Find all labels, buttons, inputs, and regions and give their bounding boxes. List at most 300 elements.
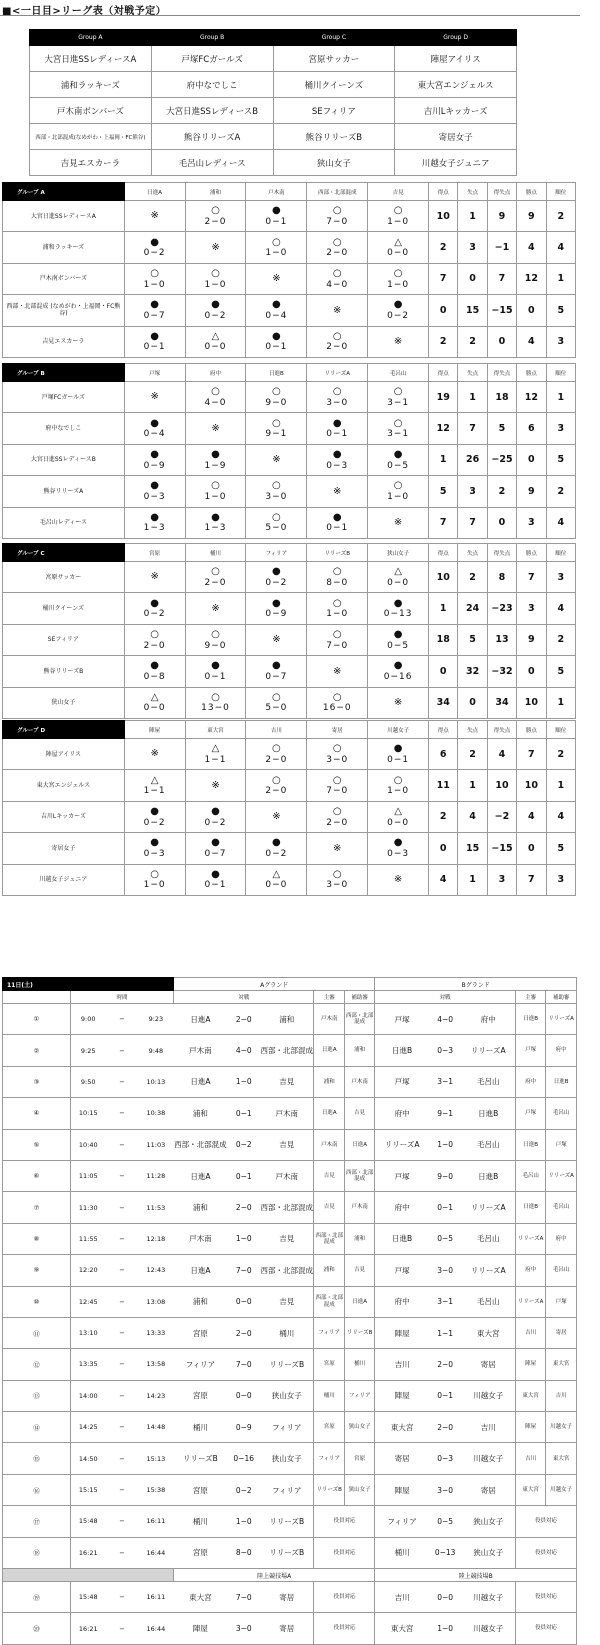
result-mark: △ — [211, 330, 220, 342]
result-mark: ※ — [272, 454, 281, 466]
result-mark: ● — [272, 299, 281, 311]
result-cell — [368, 507, 429, 538]
stat-value: 12 — [517, 263, 546, 294]
away-team: リリーズB — [260, 1349, 314, 1380]
result-cell — [185, 444, 246, 475]
end-time: 11:03 — [138, 1129, 173, 1160]
result-cell — [185, 593, 246, 624]
result-mark: ○ — [272, 774, 281, 786]
time-dash: − — [106, 1506, 139, 1537]
result-cell — [124, 444, 185, 475]
stat-value: 0 — [429, 295, 458, 326]
result-cell — [185, 801, 246, 832]
stat-value: −15 — [487, 833, 516, 864]
referee-sub: 日進A — [344, 1286, 375, 1317]
schedule-row — [3, 1380, 577, 1411]
stat-header: 順位 — [546, 721, 575, 739]
home-team: 日進A — [173, 1004, 227, 1035]
match-score: 4−0 — [429, 1004, 462, 1035]
result-mark: ※ — [333, 665, 342, 677]
result-mark: ○ — [272, 236, 281, 248]
result-score: 2−0 — [326, 817, 349, 828]
match-number: ⑱ — [3, 1537, 71, 1568]
stat-value: 9 — [517, 201, 546, 232]
stat-header: 失点 — [458, 721, 487, 739]
group-header: Group B — [151, 30, 273, 46]
stat-value: 2 — [546, 624, 575, 655]
stat-value: 4 — [546, 593, 575, 624]
result-score: 0−4 — [265, 310, 288, 321]
group-team: 大宮日進SSレディースB — [151, 98, 273, 124]
referee-main: 吉川 — [515, 1317, 545, 1348]
stat-value: 11 — [429, 770, 458, 801]
away-team: 川越女子 — [462, 1613, 516, 1644]
stat-header: 勝点 — [517, 544, 546, 562]
result-cell — [307, 263, 368, 294]
referee-official: 役員対応 — [314, 1537, 375, 1568]
referee-main: 日進B — [515, 1129, 545, 1160]
result-mark: ○ — [150, 868, 160, 880]
league-header-row — [3, 721, 576, 739]
home-team: 浦和 — [173, 1098, 227, 1129]
stat-value: 13 — [487, 624, 516, 655]
schedule-row — [3, 1129, 577, 1160]
result-mark: ※ — [393, 517, 403, 528]
result-score: 0−2 — [143, 248, 166, 259]
result-mark: ○ — [211, 629, 220, 641]
league-row — [3, 864, 576, 895]
referee-sub: 戸塚 — [546, 1129, 577, 1160]
referee-main: 府中 — [515, 1066, 545, 1097]
stat-header: 勝点 — [517, 364, 546, 382]
league-table — [2, 720, 576, 896]
start-time: 11:30 — [70, 1192, 105, 1223]
result-cell — [307, 801, 368, 832]
result-mark: ○ — [272, 743, 281, 755]
home-team: 桶川 — [173, 1412, 227, 1443]
result-mark: ● — [332, 417, 342, 429]
referee-main: 戸木南 — [314, 1129, 344, 1160]
result-mark: ● — [393, 743, 403, 755]
result-cell — [124, 507, 185, 538]
home-team: 吉川 — [375, 1349, 429, 1380]
result-mark: △ — [394, 236, 402, 248]
stat-value: −2 — [487, 801, 516, 832]
opponent-header: 寄居 — [307, 721, 368, 739]
league-row — [3, 833, 576, 864]
stat-header: 得失点 — [487, 721, 516, 739]
away-team: 狭山女子 — [260, 1443, 314, 1474]
match-score: 0−9 — [227, 1412, 260, 1443]
result-score: 0−8 — [143, 671, 166, 682]
result-score: 0−1 — [326, 523, 349, 534]
stat-value: 2 — [429, 232, 458, 263]
stat-value: 3 — [546, 413, 575, 444]
result-mark: ● — [150, 330, 160, 342]
match-score: 4−0 — [227, 1035, 260, 1066]
result-score: 1−0 — [387, 491, 410, 502]
match-score: 7−0 — [227, 1582, 260, 1613]
group-team: SEフィリア — [273, 98, 395, 124]
result-cell — [246, 413, 307, 444]
match-number: ⑧ — [3, 1223, 71, 1254]
end-time: 14:23 — [138, 1380, 173, 1411]
away-team: 毛呂山 — [462, 1066, 516, 1097]
result-mark: ※ — [333, 485, 342, 497]
match-score: 7−0 — [227, 1349, 260, 1380]
result-cell — [246, 801, 307, 832]
away-team: 西部・北部混成 — [260, 1192, 314, 1223]
result-score: 0−1 — [387, 754, 410, 765]
referee-sub: リリーズA — [546, 1004, 577, 1035]
start-time: 13:35 — [70, 1349, 105, 1380]
team-name: 宮原サッカー — [3, 562, 125, 593]
time-dash: − — [106, 1412, 139, 1443]
time-dash: − — [106, 1192, 139, 1223]
away-team: リリーズB — [260, 1506, 314, 1537]
time-dash: − — [106, 1004, 139, 1035]
result-cell — [124, 382, 185, 413]
result-cell — [368, 833, 429, 864]
referee-main: 陣屋 — [515, 1412, 545, 1443]
result-mark: ● — [211, 299, 220, 311]
result-mark: ※ — [272, 811, 281, 823]
result-score: 0−1 — [204, 880, 227, 891]
match-score: 0−2 — [227, 1474, 260, 1505]
stat-value: 34 — [487, 687, 516, 718]
result-score: 1−0 — [143, 880, 166, 891]
end-time: 15:13 — [138, 1443, 173, 1474]
league-row — [3, 593, 576, 624]
away-team: 西部・北部混成 — [260, 1035, 314, 1066]
result-mark: ● — [150, 417, 160, 429]
group-row — [30, 72, 517, 98]
referee-sub: リリーズA — [546, 1160, 577, 1191]
stat-header: 順位 — [546, 544, 575, 562]
league-table — [2, 363, 576, 539]
schedule-row — [3, 1537, 577, 1568]
stat-value: 3 — [546, 562, 575, 593]
result-mark: ○ — [150, 629, 160, 641]
result-mark: ● — [211, 837, 220, 849]
schedule-row — [3, 1066, 577, 1097]
result-cell — [185, 201, 246, 232]
group-team: 吉見エスカーラ — [30, 150, 152, 176]
home-team: 宮原 — [173, 1380, 227, 1411]
result-score: 0−9 — [143, 460, 166, 471]
result-cell — [246, 507, 307, 538]
result-cell — [185, 382, 246, 413]
result-score: 13−0 — [201, 703, 230, 714]
referee-sub: 府中 — [546, 1035, 577, 1066]
match-score: 3−1 — [429, 1066, 462, 1097]
stat-value: 10 — [429, 562, 458, 593]
result-cell — [124, 687, 185, 718]
result-cell — [185, 833, 246, 864]
result-mark: ○ — [332, 236, 342, 248]
schedule-subheader-row — [3, 991, 577, 1004]
match-score: 1−0 — [429, 1129, 462, 1160]
stat-value: 1 — [458, 382, 487, 413]
result-mark: ● — [393, 629, 403, 641]
opponent-header: リリーズB — [307, 544, 368, 562]
home-team: 東大宮 — [375, 1412, 429, 1443]
result-score: 0−1 — [326, 429, 349, 440]
home-team: 桶川 — [375, 1537, 429, 1568]
result-mark: ※ — [150, 748, 159, 760]
result-cell — [307, 864, 368, 895]
match-score: 0−1 — [227, 1098, 260, 1129]
result-mark: ○ — [393, 480, 403, 492]
league-row — [3, 739, 576, 770]
result-mark: ○ — [332, 597, 342, 609]
group-team: 吉川Lキッカーズ — [395, 98, 517, 124]
result-cell — [368, 232, 429, 263]
result-cell — [246, 382, 307, 413]
match-score: 1−0 — [227, 1223, 260, 1254]
league-header-row — [3, 364, 576, 382]
result-cell — [307, 507, 368, 538]
match-score: 0−3 — [429, 1035, 462, 1066]
group-overview-table — [29, 29, 517, 176]
result-score: 0−3 — [326, 460, 349, 471]
match-score: 0−16 — [227, 1443, 260, 1474]
away-team: 桶川 — [260, 1317, 314, 1348]
opponent-header: 日進A — [124, 183, 185, 201]
result-score: 5−0 — [265, 523, 288, 534]
home-team: フィリア — [375, 1506, 429, 1537]
match-number: ⑫ — [3, 1349, 71, 1380]
stat-value: 2 — [546, 476, 575, 507]
stat-value: −25 — [487, 444, 516, 475]
result-cell — [246, 444, 307, 475]
result-mark: ● — [393, 660, 403, 672]
stat-header: 順位 — [546, 183, 575, 201]
stat-value: 5 — [487, 413, 516, 444]
away-team: 毛呂山 — [462, 1286, 516, 1317]
stat-value: 7 — [517, 562, 546, 593]
result-cell — [368, 864, 429, 895]
stat-value: 0 — [487, 507, 516, 538]
result-cell — [185, 326, 246, 357]
result-mark: ○ — [332, 205, 342, 217]
stat-value: 4 — [546, 507, 575, 538]
match-number: ⑰ — [3, 1506, 71, 1537]
result-score: 0−4 — [143, 429, 166, 440]
home-team: 戸塚 — [375, 1160, 429, 1191]
result-cell — [246, 770, 307, 801]
match-score: 7−0 — [227, 1255, 260, 1286]
result-score: 3−0 — [326, 754, 349, 765]
result-score: 9−1 — [265, 429, 288, 440]
match-number: ⑥ — [3, 1160, 71, 1191]
away-team: 吉見 — [260, 1286, 314, 1317]
result-cell — [368, 624, 429, 655]
result-cell — [185, 507, 246, 538]
stat-value: 1 — [458, 864, 487, 895]
result-cell — [185, 739, 246, 770]
referee-main: 東大宮 — [515, 1380, 545, 1411]
result-score: 1−3 — [143, 523, 166, 534]
away-team: 川越女子 — [462, 1380, 516, 1411]
home-team: 日進B — [375, 1035, 429, 1066]
match-number: ⑬ — [3, 1380, 71, 1411]
group-team: 西部・北部混成(なめがわ・上福岡・FC熊谷) — [30, 124, 152, 150]
referee-main: 毛呂山 — [515, 1160, 545, 1191]
referee-sub: 毛呂山 — [546, 1192, 577, 1223]
result-mark: △ — [211, 743, 220, 755]
referee-main: 日進B — [515, 1192, 545, 1223]
referee-sub: 府中 — [546, 1223, 577, 1254]
result-mark: △ — [394, 566, 402, 578]
schedule-row — [3, 1613, 577, 1644]
stat-value: 10 — [517, 687, 546, 718]
result-cell — [185, 656, 246, 687]
stat-value: 5 — [546, 656, 575, 687]
home-team: 日進A — [173, 1255, 227, 1286]
result-cell — [185, 413, 246, 444]
referee-main: 浦和 — [314, 1066, 344, 1097]
away-team: フィリア — [260, 1474, 314, 1505]
stat-value: 7 — [517, 739, 546, 770]
end-time: 13:58 — [138, 1349, 173, 1380]
stat-value: 1 — [458, 201, 487, 232]
referee-sub: 西部・北部混成 — [344, 1160, 375, 1191]
home-team: 東大宮 — [375, 1613, 429, 1644]
schedule-header-row — [3, 978, 577, 991]
match-number: ⑭ — [3, 1412, 71, 1443]
home-team: フィリア — [173, 1349, 227, 1380]
team-name: 大宮日進SSレディースA — [3, 201, 125, 232]
referee-main: 戸塚 — [515, 1035, 545, 1066]
result-score: 0−2 — [387, 310, 410, 321]
referee-sub: 吉川 — [546, 1380, 577, 1411]
home-team: 東大宮 — [173, 1582, 227, 1613]
schedule-row — [3, 1443, 577, 1474]
match-header: 対戦 — [375, 991, 516, 1004]
match-score: 1−0 — [227, 1506, 260, 1537]
referee-main: 日進A — [314, 1035, 344, 1066]
home-team: 西部・北部混成 — [173, 1129, 227, 1160]
referee-sub: 日進A — [344, 1129, 375, 1160]
stat-header: 得点 — [429, 544, 458, 562]
stat-value: 9 — [517, 476, 546, 507]
referee-main: 吉川 — [515, 1443, 545, 1474]
away-team: 吉見 — [260, 1129, 314, 1160]
result-score: 8−0 — [326, 577, 349, 588]
referee-sub: 桶川 — [344, 1349, 375, 1380]
stat-value: 10 — [487, 770, 516, 801]
time-dash: − — [106, 1349, 139, 1380]
stat-value: 4 — [546, 801, 575, 832]
group-header: Group C — [273, 30, 395, 46]
opponent-header: 西部・北部混成 — [307, 183, 368, 201]
team-name: 戸木南ボンバーズ — [3, 263, 125, 294]
result-mark: ※ — [150, 391, 159, 403]
referee-sub: 川越女子 — [546, 1474, 577, 1505]
stat-value: 7 — [458, 413, 487, 444]
stat-value: 15 — [458, 295, 487, 326]
referee-sub: 宮原 — [344, 1443, 375, 1474]
stat-value: −1 — [487, 232, 516, 263]
referee-official: 役員対応 — [314, 1613, 375, 1644]
result-cell — [246, 593, 307, 624]
end-time: 15:38 — [138, 1474, 173, 1505]
result-mark: ● — [211, 449, 220, 461]
ref-main-header: 主審 — [515, 991, 545, 1004]
schedule-row — [3, 1474, 577, 1505]
away-team: 毛呂山 — [462, 1223, 516, 1254]
home-team: 日進A — [173, 1066, 227, 1097]
end-time: 13:08 — [138, 1286, 173, 1317]
time-dash: − — [106, 1035, 139, 1066]
opponent-header: 桶川 — [185, 544, 246, 562]
match-score: 2−0 — [227, 1317, 260, 1348]
league-row — [3, 770, 576, 801]
end-time: 10:38 — [138, 1098, 173, 1129]
result-mark: ※ — [211, 422, 220, 434]
result-mark: ● — [150, 837, 160, 849]
end-time: 16:44 — [138, 1537, 173, 1568]
start-time: 12:20 — [70, 1255, 105, 1286]
match-score: 2−0 — [227, 1192, 260, 1223]
result-cell — [307, 476, 368, 507]
result-cell — [185, 476, 246, 507]
time-dash: − — [106, 1255, 139, 1286]
result-mark: ● — [211, 806, 220, 818]
result-score: 1−9 — [204, 460, 227, 471]
match-number: ⑲ — [3, 1582, 71, 1613]
team-name: 陣屋アイリス — [3, 739, 125, 770]
group-row — [30, 98, 517, 124]
result-cell — [246, 656, 307, 687]
end-time: 12:43 — [138, 1255, 173, 1286]
away-team: リリーズB — [260, 1537, 314, 1568]
referee-official: 役員対応 — [515, 1506, 576, 1537]
result-score: 0−2 — [204, 817, 227, 828]
home-team: 宮原 — [173, 1474, 227, 1505]
result-cell — [124, 326, 185, 357]
opponent-header: 狭山女子 — [368, 544, 429, 562]
result-cell — [124, 295, 185, 326]
match-score: 0−0 — [429, 1582, 462, 1613]
end-time: 10:13 — [138, 1066, 173, 1097]
referee-main: 浦和 — [314, 1255, 344, 1286]
home-team: 日進B — [375, 1223, 429, 1254]
result-mark: ● — [272, 597, 281, 609]
away-team: リリーズA — [462, 1255, 516, 1286]
result-score: 0−0 — [387, 817, 410, 828]
stat-value: 6 — [429, 739, 458, 770]
stat-value: 18 — [487, 382, 516, 413]
schedule-row — [3, 1223, 577, 1254]
result-score: 0−0 — [387, 577, 410, 588]
league-header-row — [3, 183, 576, 201]
result-mark: ○ — [332, 629, 342, 641]
result-score: 1−0 — [204, 491, 227, 502]
match-score: 0−3 — [429, 1443, 462, 1474]
ref-sub-header: 補助審 — [344, 991, 375, 1004]
group-team: 東大宮エンジェルス — [395, 72, 517, 98]
match-number: ⑪ — [3, 1317, 71, 1348]
league-row — [3, 656, 576, 687]
referee-sub: 吉見 — [344, 1255, 375, 1286]
stat-value: 4 — [517, 232, 546, 263]
result-mark: ※ — [150, 210, 159, 222]
result-cell — [368, 263, 429, 294]
result-mark: ● — [332, 449, 342, 461]
result-score: 3−0 — [326, 397, 349, 408]
